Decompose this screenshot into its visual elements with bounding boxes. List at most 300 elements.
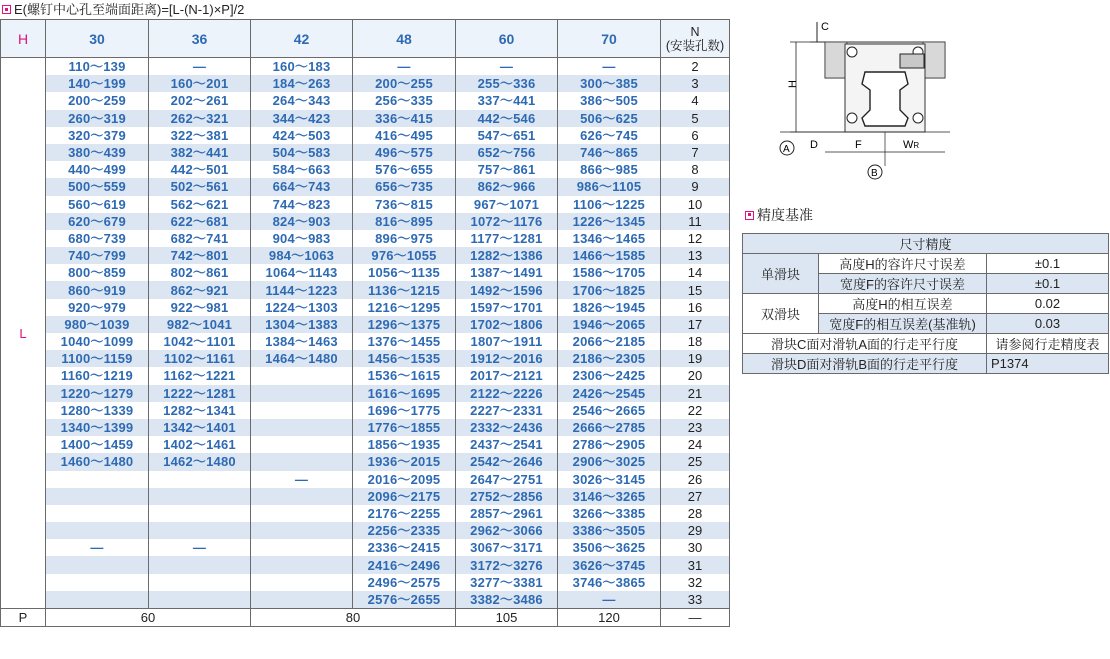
length-cell: 1340～1399 <box>46 419 149 436</box>
length-cell: 1376～1455 <box>353 333 456 350</box>
accuracy-item-label: 高度H的容许尺寸误差 <box>819 254 987 274</box>
hole-count-cell: 14 <box>661 264 730 281</box>
accuracy-item-label: 宽度F的容许尺寸误差 <box>819 274 987 294</box>
accuracy-table <box>742 233 1109 374</box>
length-cell: 2962～3066 <box>456 522 558 539</box>
length-cell: 386～505 <box>558 92 661 109</box>
length-cell: 620～679 <box>46 213 149 230</box>
length-cell: 2496～2575 <box>353 574 456 591</box>
length-cell: 2122～2226 <box>456 385 558 402</box>
length-cell: 1702～1806 <box>456 316 558 333</box>
length-cell: 1387～1491 <box>456 264 558 281</box>
length-cell: 256～335 <box>353 92 456 109</box>
length-cell: 1304～1383 <box>251 316 353 333</box>
length-cell: 3746～3865 <box>558 574 661 591</box>
length-cell: 337～441 <box>456 92 558 109</box>
length-cell <box>251 539 353 556</box>
length-cell: 2332～2436 <box>456 419 558 436</box>
table-row <box>1 539 730 556</box>
length-cell: 1706～1825 <box>558 281 661 298</box>
length-cell: — <box>46 539 149 556</box>
table-row <box>1 299 730 316</box>
hole-count-cell: 6 <box>661 127 730 144</box>
formula-text: E(螺钉中心孔至端面距离)=[L-(N-1)×P]/2 <box>14 2 245 17</box>
p-value-70: 120 <box>558 609 661 627</box>
table-header-row <box>1 20 730 58</box>
length-cell: 322～381 <box>149 127 251 144</box>
length-cell: 1597～1701 <box>456 299 558 316</box>
length-cell: 1296～1375 <box>353 316 456 333</box>
length-cell: 264～343 <box>251 92 353 109</box>
length-cell: — <box>149 58 251 76</box>
col-header-60: 60 <box>456 20 558 58</box>
length-cell: 746～865 <box>558 144 661 161</box>
l-label: L <box>1 58 46 609</box>
length-cell <box>149 591 251 609</box>
table-row <box>1 92 730 109</box>
length-cell: 1136～1215 <box>353 281 456 298</box>
length-cell <box>46 505 149 522</box>
length-cell: 3026～3145 <box>558 471 661 488</box>
length-cell: 860～919 <box>46 281 149 298</box>
hole-count-cell: 22 <box>661 402 730 419</box>
length-cell: 1936～2015 <box>353 453 456 470</box>
length-cell: 560～619 <box>46 196 149 213</box>
length-cell: 382～441 <box>149 144 251 161</box>
accuracy-item-value: 0.02 <box>987 294 1109 314</box>
length-cell: 862～921 <box>149 281 251 298</box>
length-cell: 1492～1596 <box>456 281 558 298</box>
length-cell: 3172～3276 <box>456 556 558 573</box>
length-cell: 110～139 <box>46 58 149 76</box>
length-cell: 1222～1281 <box>149 385 251 402</box>
length-cell: 2176～2255 <box>353 505 456 522</box>
length-cell: 622～681 <box>149 213 251 230</box>
length-cell <box>46 522 149 539</box>
bolt-icon <box>847 113 857 123</box>
table-row <box>1 75 730 92</box>
length-cell: 1946～2065 <box>558 316 661 333</box>
length-cell: 1100～1159 <box>46 350 149 367</box>
length-cell: 1536～1615 <box>353 367 456 384</box>
length-cell: 160～201 <box>149 75 251 92</box>
length-cell: 344～423 <box>251 110 353 127</box>
length-cell <box>251 419 353 436</box>
p-value-42-48: 80 <box>251 609 456 627</box>
dim-f-label: F <box>855 139 862 151</box>
length-cell: 416～495 <box>353 127 456 144</box>
length-cell: 2306～2425 <box>558 367 661 384</box>
length-cell: 3382～3486 <box>456 591 558 609</box>
length-cell: 202～261 <box>149 92 251 109</box>
length-cell: 3506～3625 <box>558 539 661 556</box>
double-block-label: 双滑块 <box>743 294 819 334</box>
n-header-label: N <box>690 24 700 39</box>
length-cell: 504～583 <box>251 144 353 161</box>
length-cell: 1912～2016 <box>456 350 558 367</box>
table-row <box>1 488 730 505</box>
length-cell <box>149 574 251 591</box>
p-value-n: — <box>661 609 730 627</box>
length-cell: 664～743 <box>251 178 353 195</box>
length-cell <box>251 453 353 470</box>
length-cell: 1346～1465 <box>558 230 661 247</box>
h-header: H <box>1 20 46 58</box>
length-cell: 496～575 <box>353 144 456 161</box>
length-cell: 140～199 <box>46 75 149 92</box>
table-row <box>1 367 730 384</box>
dim-wr-label: W <box>903 139 914 151</box>
table-row <box>1 127 730 144</box>
length-cell <box>251 505 353 522</box>
length-cell: 380～439 <box>46 144 149 161</box>
hole-count-cell: 2 <box>661 58 730 76</box>
length-cell <box>251 402 353 419</box>
length-cell: 740～799 <box>46 247 149 264</box>
length-cell: 2416～2496 <box>353 556 456 573</box>
p-value-30-36: 60 <box>46 609 251 627</box>
length-cell: 2016～2095 <box>353 471 456 488</box>
length-cell <box>46 556 149 573</box>
n-header <box>661 20 730 58</box>
table-row <box>1 522 730 539</box>
length-cell <box>149 488 251 505</box>
table-row <box>1 196 730 213</box>
length-cell <box>251 574 353 591</box>
length-cell <box>251 591 353 609</box>
grease-nipple-icon <box>900 54 924 68</box>
hole-count-cell: 18 <box>661 333 730 350</box>
length-cell: — <box>456 58 558 76</box>
length-cell: 1040～1099 <box>46 333 149 350</box>
formula-caption <box>2 0 244 19</box>
hole-count-cell: 3 <box>661 75 730 92</box>
length-cell <box>46 574 149 591</box>
length-cell: 1342～1401 <box>149 419 251 436</box>
length-cell: 3266～3385 <box>558 505 661 522</box>
length-cell: 3277～3381 <box>456 574 558 591</box>
length-cell: 1177～1281 <box>456 230 558 247</box>
length-cell: 967～1071 <box>456 196 558 213</box>
table-row <box>1 350 730 367</box>
length-cell: 1056～1135 <box>353 264 456 281</box>
hole-count-cell: 20 <box>661 367 730 384</box>
length-cell: 1106～1225 <box>558 196 661 213</box>
table-row <box>1 402 730 419</box>
length-cell <box>149 556 251 573</box>
svg-text:WR <box>903 139 919 151</box>
hole-count-cell: 31 <box>661 556 730 573</box>
length-cell: 1466～1585 <box>558 247 661 264</box>
dim-h-label: H <box>787 80 799 88</box>
length-cell: 1586～1705 <box>558 264 661 281</box>
length-cell <box>46 591 149 609</box>
accuracy-item-label: 宽度F的相互误差(基准轨) <box>819 314 987 334</box>
hole-count-cell: 23 <box>661 419 730 436</box>
col-header-48: 48 <box>353 20 456 58</box>
length-cell: 500～559 <box>46 178 149 195</box>
table-row <box>1 333 730 350</box>
length-cell: 2017～2121 <box>456 367 558 384</box>
length-cell: 736～815 <box>353 196 456 213</box>
ref-a-label: A <box>783 144 790 155</box>
col-header-30: 30 <box>46 20 149 58</box>
length-cell: 1280～1339 <box>46 402 149 419</box>
bullet-square-icon <box>745 211 754 220</box>
length-cell: 584～663 <box>251 161 353 178</box>
single-block-label: 单滑块 <box>743 254 819 294</box>
length-cell: 1226～1345 <box>558 213 661 230</box>
length-cell <box>149 522 251 539</box>
table-row <box>1 471 730 488</box>
hole-count-cell: 5 <box>661 110 730 127</box>
bullet-square-icon <box>2 5 11 14</box>
accuracy-item-value: ±0.1 <box>987 274 1109 294</box>
dim-d-label: D <box>810 139 818 151</box>
length-cell: 576～655 <box>353 161 456 178</box>
length-cell: 2227～2331 <box>456 402 558 419</box>
length-cell: 200～255 <box>353 75 456 92</box>
length-cell: 986～1105 <box>558 178 661 195</box>
length-cell: 255～336 <box>456 75 558 92</box>
parallelism-c-label: 滑块C面对滑轨A面的行走平行度 <box>743 334 987 354</box>
hole-count-cell: 21 <box>661 385 730 402</box>
length-cell <box>46 488 149 505</box>
length-cell <box>251 367 353 384</box>
length-cell: 1826～1945 <box>558 299 661 316</box>
length-cell: 1384～1463 <box>251 333 353 350</box>
accuracy-header: 尺寸精度 <box>743 234 1109 254</box>
length-cell <box>149 505 251 522</box>
length-cell: 896～975 <box>353 230 456 247</box>
hole-count-cell: 13 <box>661 247 730 264</box>
pitch-row <box>1 609 730 627</box>
table-row <box>1 247 730 264</box>
col-header-42: 42 <box>251 20 353 58</box>
dim-c-label: C <box>821 21 829 33</box>
accuracy-item-value: 0.03 <box>987 314 1109 334</box>
length-cell: 2752～2856 <box>456 488 558 505</box>
length-cell: 682～741 <box>149 230 251 247</box>
table-row <box>1 453 730 470</box>
length-cell: 1064～1143 <box>251 264 353 281</box>
length-cell: 980～1039 <box>46 316 149 333</box>
table-row <box>1 436 730 453</box>
length-cell: 800～859 <box>46 264 149 281</box>
length-cell: — <box>558 591 661 609</box>
length-cell: 824～903 <box>251 213 353 230</box>
hole-count-cell: 17 <box>661 316 730 333</box>
length-cell: 262～321 <box>149 110 251 127</box>
hole-count-cell: 32 <box>661 574 730 591</box>
length-cell: 1216～1295 <box>353 299 456 316</box>
length-cell: 802～861 <box>149 264 251 281</box>
table-row <box>1 505 730 522</box>
length-cell: 1402～1461 <box>149 436 251 453</box>
length-cell: 1856～1935 <box>353 436 456 453</box>
length-cell: 2186～2305 <box>558 350 661 367</box>
length-cell: 652～756 <box>456 144 558 161</box>
length-cell: 160～183 <box>251 58 353 76</box>
length-cell: 904～983 <box>251 230 353 247</box>
accuracy-item-label: 高度H的相互误差 <box>819 294 987 314</box>
ref-b-label: B <box>871 168 878 179</box>
table-row <box>1 556 730 573</box>
hole-count-cell: 26 <box>661 471 730 488</box>
length-cell: 3146～3265 <box>558 488 661 505</box>
table-row <box>1 385 730 402</box>
table-row <box>1 281 730 298</box>
table-row <box>1 264 730 281</box>
length-cell: 2647～2751 <box>456 471 558 488</box>
length-cell: 866～985 <box>558 161 661 178</box>
length-cell: 757～861 <box>456 161 558 178</box>
length-cell: 1696～1775 <box>353 402 456 419</box>
length-cell: 2336～2415 <box>353 539 456 556</box>
hole-count-cell: 33 <box>661 591 730 609</box>
length-cell: 200～259 <box>46 92 149 109</box>
length-cell: 656～735 <box>353 178 456 195</box>
hole-count-cell: 8 <box>661 161 730 178</box>
bolt-icon <box>847 47 857 57</box>
accuracy-title <box>745 205 813 225</box>
length-cell: 626～745 <box>558 127 661 144</box>
length-cell: 1144～1223 <box>251 281 353 298</box>
length-cell <box>251 385 353 402</box>
length-cell: 2906～3025 <box>558 453 661 470</box>
length-cell: 2066～2185 <box>558 333 661 350</box>
accuracy-item-value: ±0.1 <box>987 254 1109 274</box>
length-cell: 562～621 <box>149 196 251 213</box>
length-cell: 300～385 <box>558 75 661 92</box>
length-cell: — <box>353 58 456 76</box>
length-cell <box>149 471 251 488</box>
length-cell <box>251 556 353 573</box>
hole-count-cell: 4 <box>661 92 730 109</box>
table-row <box>1 591 730 609</box>
length-cell: 442～501 <box>149 161 251 178</box>
length-cell: 862～966 <box>456 178 558 195</box>
length-cell: 1616～1695 <box>353 385 456 402</box>
hole-count-cell: 25 <box>661 453 730 470</box>
length-cell: 502～561 <box>149 178 251 195</box>
length-cell: 2786～2905 <box>558 436 661 453</box>
length-cell: 1460～1480 <box>46 453 149 470</box>
hole-count-cell: 28 <box>661 505 730 522</box>
length-cell: 2857～2961 <box>456 505 558 522</box>
table-row <box>1 161 730 178</box>
col-header-36: 36 <box>149 20 251 58</box>
table-row <box>1 419 730 436</box>
hole-count-cell: 16 <box>661 299 730 316</box>
length-cell: 1072～1176 <box>456 213 558 230</box>
p-label: P <box>1 609 46 627</box>
length-cell: 1456～1535 <box>353 350 456 367</box>
parallelism-ref-text: 请参阅行走精度表 <box>987 334 1109 354</box>
length-cell: 440～499 <box>46 161 149 178</box>
length-cell: 744～823 <box>251 196 353 213</box>
length-cell: 1462～1480 <box>149 453 251 470</box>
length-cell: 2256～2335 <box>353 522 456 539</box>
length-cell <box>251 436 353 453</box>
dim-wr-sub: R <box>913 141 920 150</box>
length-cell: 920～979 <box>46 299 149 316</box>
length-cell: 742～801 <box>149 247 251 264</box>
length-cell: 506～625 <box>558 110 661 127</box>
length-cell: 1224～1303 <box>251 299 353 316</box>
length-cell <box>251 488 353 505</box>
length-cell: 976～1055 <box>353 247 456 264</box>
length-cell: 1464～1480 <box>251 350 353 367</box>
length-cell: 442～546 <box>456 110 558 127</box>
parallelism-d-label: 滑块D面对滑轨B面的行走平行度 <box>743 354 987 374</box>
length-cell: 1776～1855 <box>353 419 456 436</box>
col-header-70: 70 <box>558 20 661 58</box>
hole-count-cell: 15 <box>661 281 730 298</box>
table-row <box>1 316 730 333</box>
length-cell: 2437～2541 <box>456 436 558 453</box>
hole-count-cell: 7 <box>661 144 730 161</box>
length-cell: 984～1063 <box>251 247 353 264</box>
length-cell: 547～651 <box>456 127 558 144</box>
length-cell: 424～503 <box>251 127 353 144</box>
p-value-60: 105 <box>456 609 558 627</box>
table-row <box>1 144 730 161</box>
length-cell: 1807～1911 <box>456 333 558 350</box>
table-row <box>1 574 730 591</box>
length-cell: 1042～1101 <box>149 333 251 350</box>
table-row <box>1 213 730 230</box>
n-header-sub: (安装孔数) <box>665 38 725 53</box>
hole-count-cell: 12 <box>661 230 730 247</box>
table-row <box>1 178 730 195</box>
length-cell: 1400～1459 <box>46 436 149 453</box>
length-cell: 1160～1219 <box>46 367 149 384</box>
length-cell: 2576～2655 <box>353 591 456 609</box>
hole-count-cell: 30 <box>661 539 730 556</box>
length-cell: — <box>558 58 661 76</box>
hole-count-cell: 27 <box>661 488 730 505</box>
length-cell: 2426～2545 <box>558 385 661 402</box>
bolt-icon <box>913 113 923 123</box>
length-cell: 1282～1386 <box>456 247 558 264</box>
length-cell: — <box>149 539 251 556</box>
length-cell: 2666～2785 <box>558 419 661 436</box>
length-cell: 1220～1279 <box>46 385 149 402</box>
length-cell: 2546～2665 <box>558 402 661 419</box>
size-table <box>0 19 730 627</box>
length-cell: 320～379 <box>46 127 149 144</box>
length-cell: — <box>251 471 353 488</box>
hole-count-cell: 24 <box>661 436 730 453</box>
hole-count-cell: 9 <box>661 178 730 195</box>
length-cell: 982～1041 <box>149 316 251 333</box>
length-cell <box>46 471 149 488</box>
length-cell: 260～319 <box>46 110 149 127</box>
length-cell: 184～263 <box>251 75 353 92</box>
length-cell <box>251 522 353 539</box>
length-cell: 3386～3505 <box>558 522 661 539</box>
hole-count-cell: 11 <box>661 213 730 230</box>
length-cell: 1282～1341 <box>149 402 251 419</box>
length-cell: 2096～2175 <box>353 488 456 505</box>
table-row <box>1 58 730 76</box>
parallelism-ref-page-link[interactable]: P1374 <box>987 354 1109 374</box>
length-cell: 2542～2646 <box>456 453 558 470</box>
length-cell: 3067～3171 <box>456 539 558 556</box>
length-cell: 3626～3745 <box>558 556 661 573</box>
hole-count-cell: 29 <box>661 522 730 539</box>
